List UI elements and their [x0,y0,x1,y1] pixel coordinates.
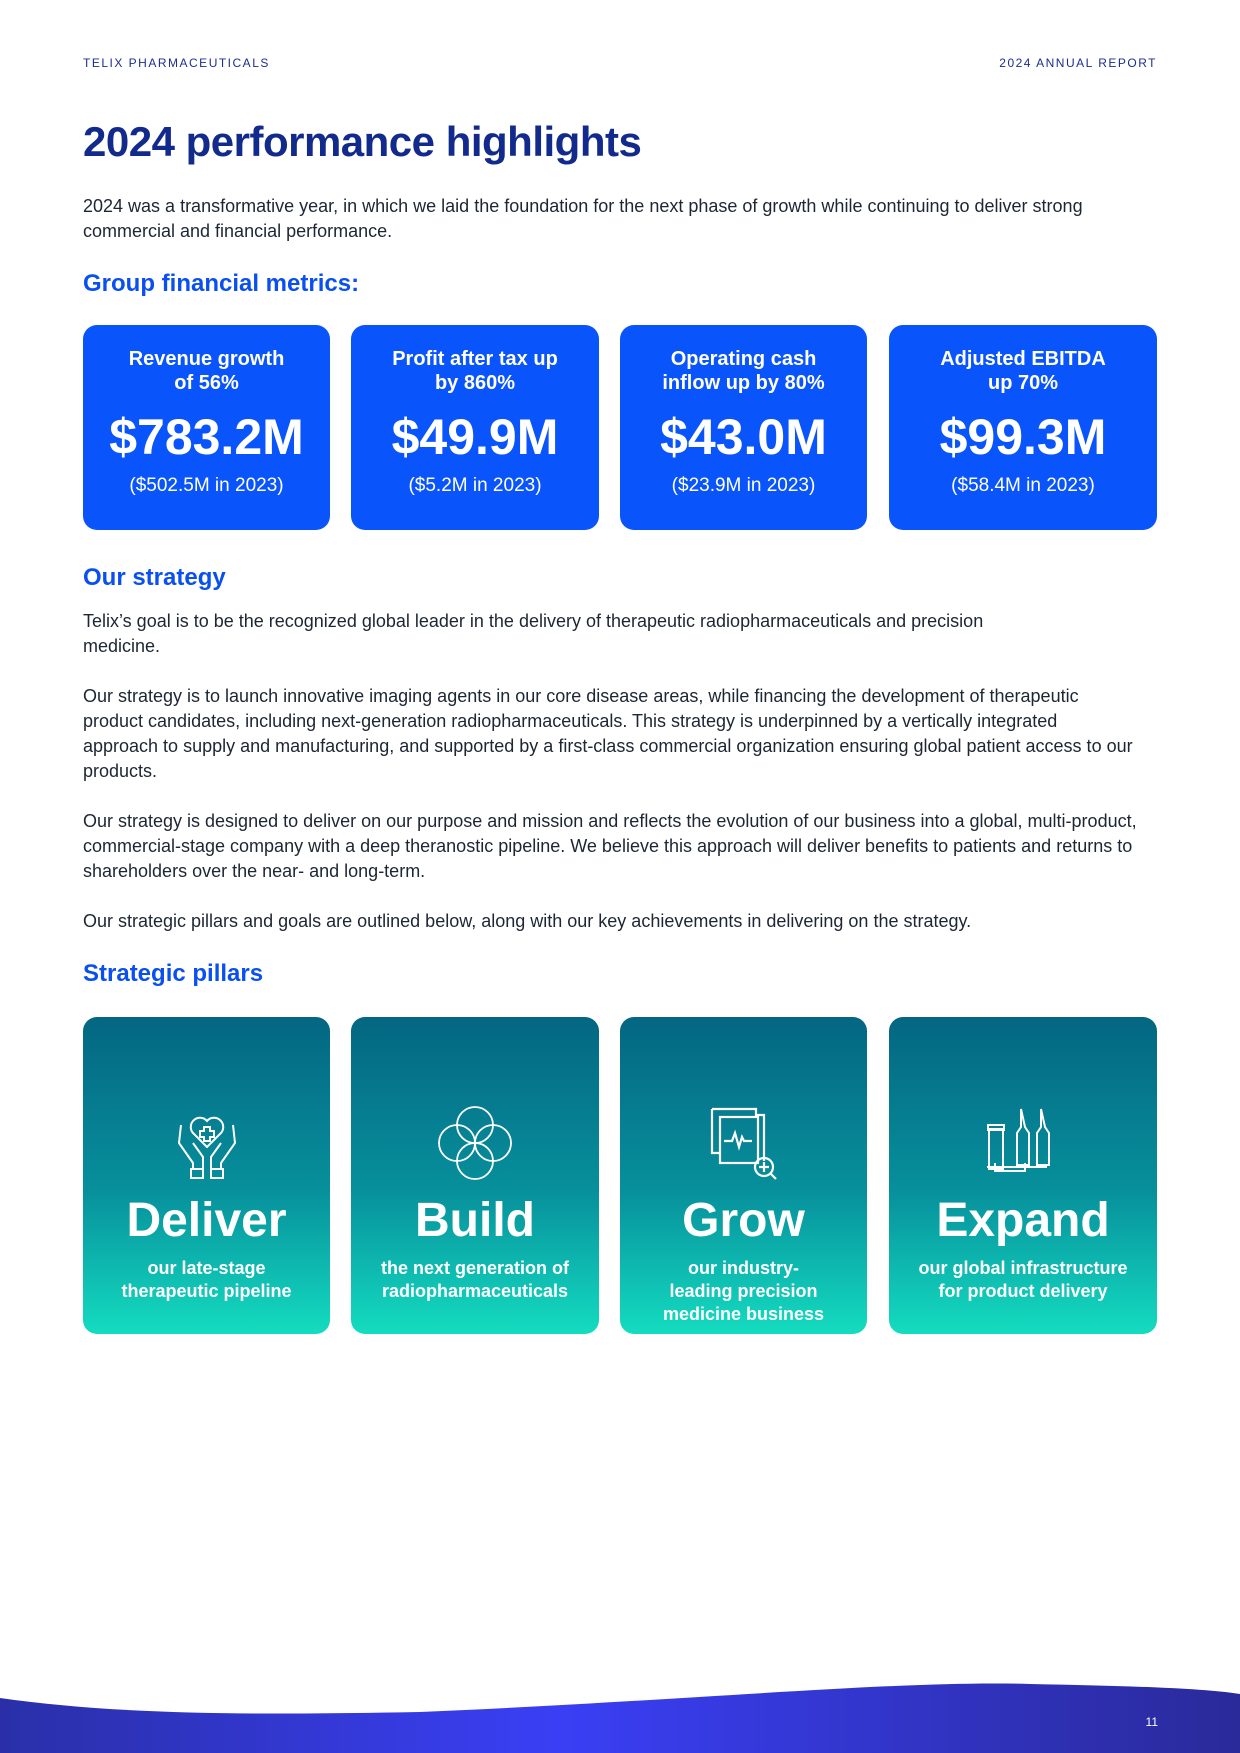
pillar-desc: our industry-leading precision medicine business [662,1258,825,1324]
report-name: 2024 ANNUAL REPORT [999,56,1157,70]
metrics-grid [83,325,1157,530]
pillar-card-build [351,1017,599,1334]
circles-icon [435,1105,515,1181]
pillars-grid [83,1017,1157,1334]
footer-wave [0,1660,1240,1753]
pillar-desc: our late-stage therapeutic pipeline [121,1258,292,1301]
pillar-card-expand [889,1017,1157,1334]
strategy-paragraph: Our strategy is to launch innovative imaging agents in our core disease areas, while financing the development of therapeutic product candidates, including next-generation radiopharmaceuticals. This strategy is underpinned by a vertically integrated approach to supply and manufacturing, and supported by a first-class commercial organization ensuring global patient access to our products. [83,686,1133,781]
pillar-desc: the next generation of radiopharmaceuticals [380,1258,569,1301]
metric-card [620,325,867,530]
hands-heart-icon [171,1105,243,1181]
medical-chart-icon [704,1105,784,1181]
metric-card [351,325,599,530]
pillar-name: Deliver [126,1194,287,1247]
page-title: 2024 performance highlights [83,118,642,165]
metric-label: Adjusted EBITDA up 70% [940,348,1106,394]
metric-value: $43.0M [660,409,827,465]
metric-prior: ($58.4M in 2023) [951,475,1095,496]
strategy-paragraph: Telix’s goal is to be the recognized global leader in the delivery of therapeutic radiopharmaceuticals and precision medicine. [83,611,984,656]
vials-syringe-icon [983,1105,1063,1181]
metric-value: $49.9M [391,409,559,465]
pillar-desc: our global infrastructure for product delivery [918,1258,1128,1301]
metric-prior: ($5.2M in 2023) [408,475,542,496]
metric-label: Operating cash inflow up by 80% [662,348,825,394]
metric-label: Revenue growth of 56% [128,348,285,394]
metric-value: $783.2M [109,409,304,465]
strategy-paragraph: Our strategy is designed to deliver on our purpose and mission and reflects the evolution of our business into a global, multi-product, commercial-stage company with a deep theranostic pipeline. We believe this approach will deliver benefits to patients and returns to shareholders over the near- and long-term. [83,811,1137,881]
company-name: TELIX PHARMACEUTICALS [83,56,270,70]
page-number: 11 [1145,1715,1158,1729]
metric-value: $99.3M [939,409,1107,465]
pillar-name: Grow [682,1194,805,1247]
pillar-name: Expand [936,1194,1110,1247]
strategy-heading: Our strategy [83,564,226,591]
intro-text: 2024 was a transformative year, in which we laid the foundation for the next phase of growth while continuing to deliver strong commercial and financial performance. [83,196,1083,241]
metrics-heading: Group financial metrics: [83,270,360,297]
metric-card [889,325,1157,530]
metric-card [83,325,330,530]
pillar-name: Build [415,1194,535,1247]
metric-prior: ($23.9M in 2023) [671,475,816,496]
metric-prior: ($502.5M in 2023) [129,475,284,496]
pillar-card-grow [620,1017,867,1334]
pillars-heading: Strategic pillars [83,960,264,987]
metric-label: Profit after tax up by 860% [392,348,558,394]
pillar-card-deliver [83,1017,330,1334]
strategy-paragraph: Our strategic pillars and goals are outlined below, along with our key achievements in delivering on the strategy. [83,911,972,931]
